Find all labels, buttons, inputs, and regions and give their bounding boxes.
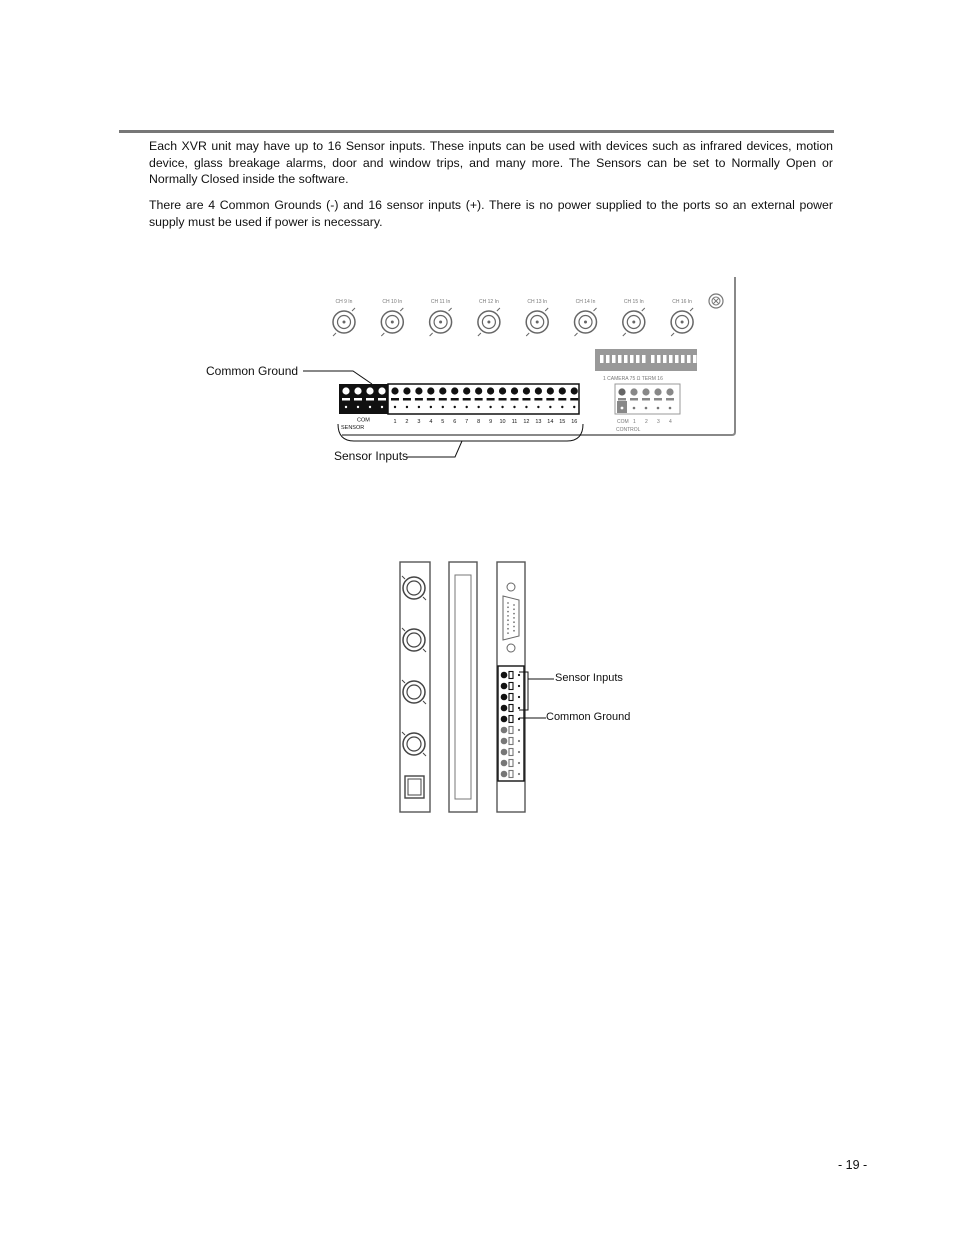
control-screw: [666, 388, 673, 395]
common-ground-callout: Common Ground: [206, 364, 299, 378]
channel-label: CH 16 In: [672, 299, 692, 305]
terminal-number: 4: [429, 419, 433, 425]
sensor-terminal-screw: [451, 387, 458, 394]
dip-switch: [675, 355, 679, 363]
channel-label: CH 14 In: [575, 299, 596, 305]
sensor-terminal-screw: [499, 387, 506, 394]
sensor-terminal-screw: [571, 387, 578, 394]
dip-switch: [618, 355, 622, 363]
sensor-terminal-screw: [523, 387, 530, 394]
dip-switch: [657, 355, 661, 363]
com-terminal-screw: [342, 387, 349, 394]
dip-switch: [681, 355, 685, 363]
side-panel-figure: [400, 562, 525, 812]
com-terminal-screw: [378, 387, 385, 394]
terminal-number: 16: [571, 419, 578, 425]
terminal-number: 6: [453, 419, 457, 425]
sensor-terminal-block: [339, 384, 579, 431]
control-screw: [642, 388, 649, 395]
terminal-number: 12: [523, 419, 530, 425]
terminal-number: 7: [465, 419, 469, 425]
control-screw: [630, 388, 637, 395]
sensor-label: SENSOR: [341, 425, 365, 431]
sensor-terminal-screw: [511, 387, 518, 394]
dip-switch: [642, 355, 646, 363]
terminal-number: 13: [535, 419, 542, 425]
side-terminal-screw: [501, 683, 508, 690]
dip-switch: [663, 355, 667, 363]
com-terminal-screw: [366, 387, 373, 394]
dip-switch: [636, 355, 640, 363]
channel-label: CH 9 In: [335, 299, 353, 305]
dip-switch: [693, 355, 697, 363]
sensor-terminal-screw: [403, 387, 410, 394]
channel-label: CH 11 In: [430, 299, 451, 305]
side-terminal-screw: [501, 727, 508, 734]
page-number: - 19 -: [838, 1158, 868, 1172]
com-terminal-screw: [354, 387, 361, 394]
side-terminal-screw: [501, 738, 508, 745]
dip-switch: [651, 355, 655, 363]
dip-switch: [624, 355, 628, 363]
channel-label: CH 15 In: [623, 299, 644, 305]
com-label: COM: [357, 417, 370, 424]
side-terminal-screw: [501, 771, 508, 778]
sensor-terminal-screw: [415, 387, 422, 394]
fig2-common-ground-callout: Common Ground: [546, 711, 631, 723]
dip-switch: [606, 355, 610, 363]
sensor-terminal-screw: [463, 387, 470, 394]
terminal-number: 8: [477, 419, 481, 425]
camera-term-label: 1 CAMERA 75 Ω TERM 16: [603, 376, 663, 382]
sensor-terminal-screw: [535, 387, 542, 394]
control-number-1: 1: [633, 419, 636, 425]
dip-switch: [612, 355, 616, 363]
side-terminal-screw: [501, 760, 508, 767]
terminal-number: 15: [559, 419, 566, 425]
sensor-terminal-screw: [487, 387, 494, 394]
sensor-terminal-screw: [547, 387, 554, 394]
channel-label: CH 10 In: [382, 299, 403, 305]
sensor-terminal-screw: [391, 387, 398, 394]
terminal-number: 3: [417, 419, 421, 425]
side-terminal-screw: [501, 749, 508, 756]
grounds-paragraph: There are 4 Common Grounds (-) and 16 sensor inputs (+). There is no power supplied to the ports so an external power supply must be used if power is necessary.: [149, 198, 833, 229]
channel-label: CH 12 In: [479, 299, 499, 305]
terminal-number: 9: [489, 419, 493, 425]
control-number-2: 2: [645, 419, 648, 425]
sensor-terminal-screw: [427, 387, 434, 394]
control-number-3: 3: [657, 419, 660, 425]
dip-switch: [669, 355, 673, 363]
dip-switch-block: [595, 349, 697, 371]
terminal-number: 5: [441, 419, 445, 425]
control-number-4: 4: [669, 419, 672, 425]
terminal-number: 1: [393, 419, 397, 425]
fig2-sensor-inputs-callout: Sensor Inputs: [555, 672, 623, 684]
terminal-number: 14: [547, 419, 554, 425]
channel-label: CH 13 In: [527, 299, 548, 305]
bnc-connectors: [333, 299, 693, 336]
terminal-number: 11: [511, 419, 518, 425]
terminal-number: 10: [499, 419, 506, 425]
sensor-inputs-callout: Sensor Inputs: [334, 449, 409, 463]
sensor-terminal-screw: [475, 387, 482, 394]
control-terminal: [615, 384, 680, 433]
dip-switch: [630, 355, 634, 363]
sensor-terminal-screw: [439, 387, 446, 394]
control-label: CONTROL: [616, 427, 641, 433]
control-screw: [618, 388, 625, 395]
side-terminal-screw: [501, 716, 508, 723]
control-number-0: COM: [617, 419, 629, 425]
intro-paragraph: Each XVR unit may have up to 16 Sensor inputs. These inputs can be used with devices such as infrared devices, motion device, glass breakage alarms, door and window trips, and many more. The Sensors can be set to Normally Open or Normally Closed inside the software.: [149, 139, 833, 186]
side-terminal-screw: [501, 705, 508, 712]
side-terminal-screw: [501, 694, 508, 701]
dip-switch: [687, 355, 691, 363]
sensor-terminal-screw: [559, 387, 566, 394]
terminal-number: 2: [405, 419, 409, 425]
screw-icon: [709, 294, 723, 308]
dip-switch: [600, 355, 604, 363]
side-terminal-screw: [501, 672, 508, 679]
control-screw: [654, 388, 661, 395]
